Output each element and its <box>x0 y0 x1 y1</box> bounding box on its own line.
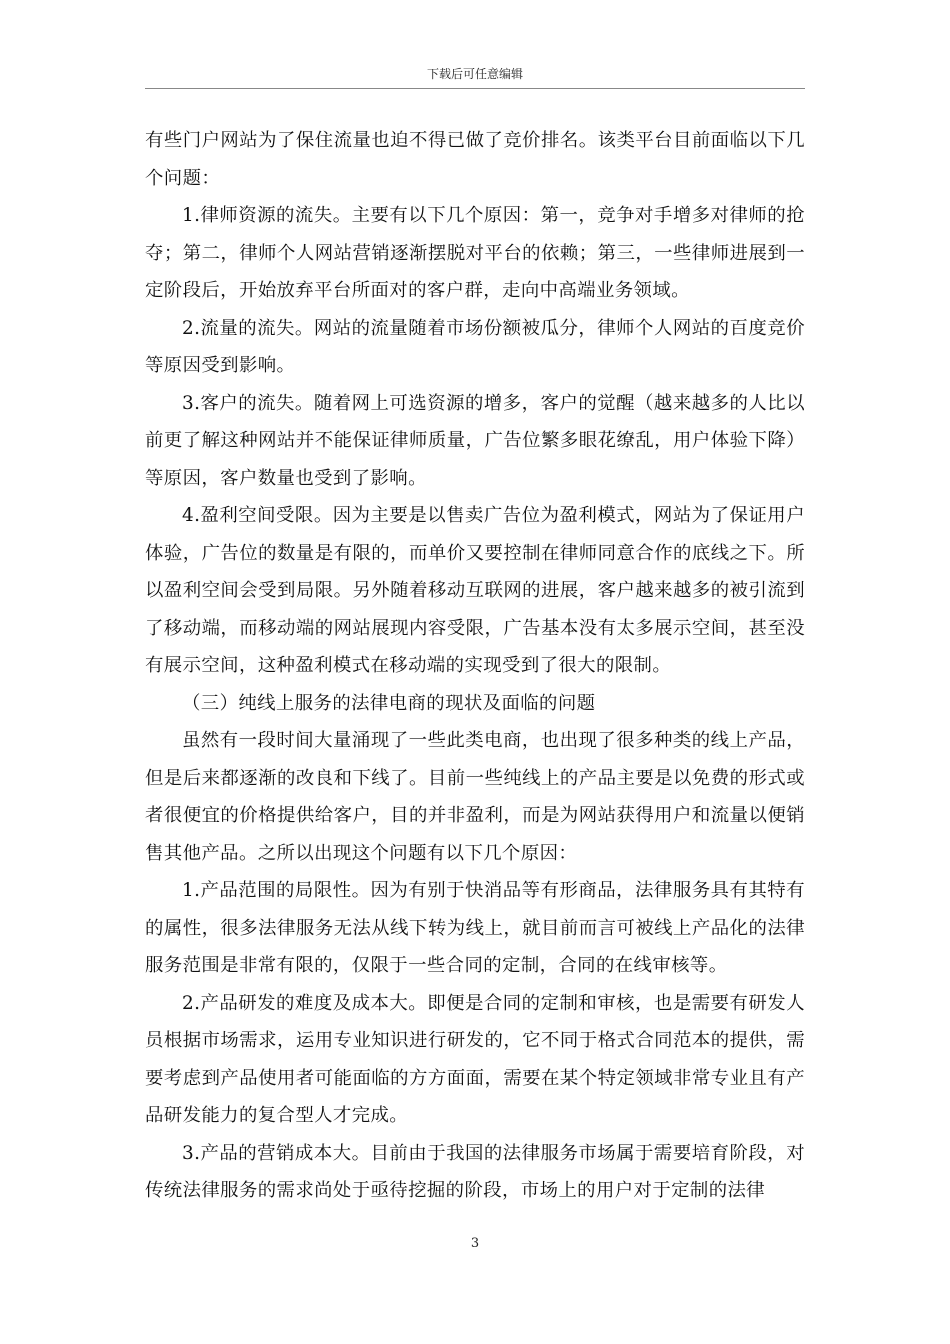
page-header: 下载后可任意编辑 <box>426 67 523 81</box>
header-divider <box>145 88 805 89</box>
document-body <box>145 122 805 1210</box>
paragraph-traffic-loss: 2.流量的流失。网站的流量随着市场份额被瓜分，律师个人网站的百度竞价等原因受到影响。 <box>145 317 805 376</box>
paragraph-lawyer-resource-loss: 1.律师资源的流失。主要有以下几个原因：第一，竞争对手增多对律师的抢夺；第二，律师个人网站营销逐渐摆脱对平台的依赖；第三，一些律师进展到一定阶段后，开始放弃平台所面对的客户群，走向中高端业务领域。 <box>145 205 805 301</box>
paragraph-profit-limit: 4.盈利空间受限。因为主要是以售卖广告位为盈利模式，网站为了保证用户体验，广告位的数量是有限的，而单价又要控制在律师同意合作的底线之下。所以盈利空间会受到局限。另外随着移动互联网的进展，客户越来越多的被引流到了移动端，而移动端的网站展现内容受限，广告基本没有太多展示空间，甚至没有展示空间，这种盈利模式在移动端的实现受到了很大的限制。 <box>145 505 805 676</box>
paragraph-product-development: 2.产品研发的难度及成本大。即便是合同的定制和审核，也是需要有研发人员根据市场需求，运用专业知识进行研发的，它不同于格式合同范本的提供，需要考虑到产品使用者可能面临的方方面面，需要在某个特定领域非常专业且有产品研发能力的复合型人才完成。 <box>145 992 805 1126</box>
paragraph-online-ecommerce-intro: 虽然有一段时间大量涌现了一些此类电商，也出现了很多种类的线上产品，但是后来都逐渐的改良和下线了。目前一些纯线上的产品主要是以免费的形式或者很便宜的价格提供给客户，目的并非盈利，而是为网站获得用户和流量以便销售其他产品。之所以出现这个问题有以下几个原因： <box>145 730 805 864</box>
section-heading: （三）纯线上服务的法律电商的现状及面临的问题 <box>182 692 596 714</box>
paragraph-continuation: 有些门户网站为了保住流量也迫不得已做了竞价排名。该类平台目前面临以下几个问题： <box>145 130 805 189</box>
paragraph-marketing-cost: 3.产品的营销成本大。目前由于我国的法律服务市场属于需要培育阶段，对传统法律服务的需求尚处于亟待挖掘的阶段，市场上的用户对于定制的法律 <box>145 1142 805 1201</box>
paragraph-product-scope: 1.产品范围的局限性。因为有别于快消品等有形商品，法律服务具有其特有的属性，很多法律服务无法从线下转为线上，就目前而言可被线上产品化的法律服务范围是非常有限的，仅限于一些合同的定制，合同的在线审核等。 <box>145 880 805 976</box>
paragraph-customer-loss: 3.客户的流失。随着网上可选资源的增多，客户的觉醒（越来越多的人比以前更了解这种网站并不能保证律师质量，广告位繁多眼花缭乱，用户体验下降）等原因，客户数量也受到了影响。 <box>145 392 805 489</box>
page-number: 3 <box>470 1236 480 1251</box>
